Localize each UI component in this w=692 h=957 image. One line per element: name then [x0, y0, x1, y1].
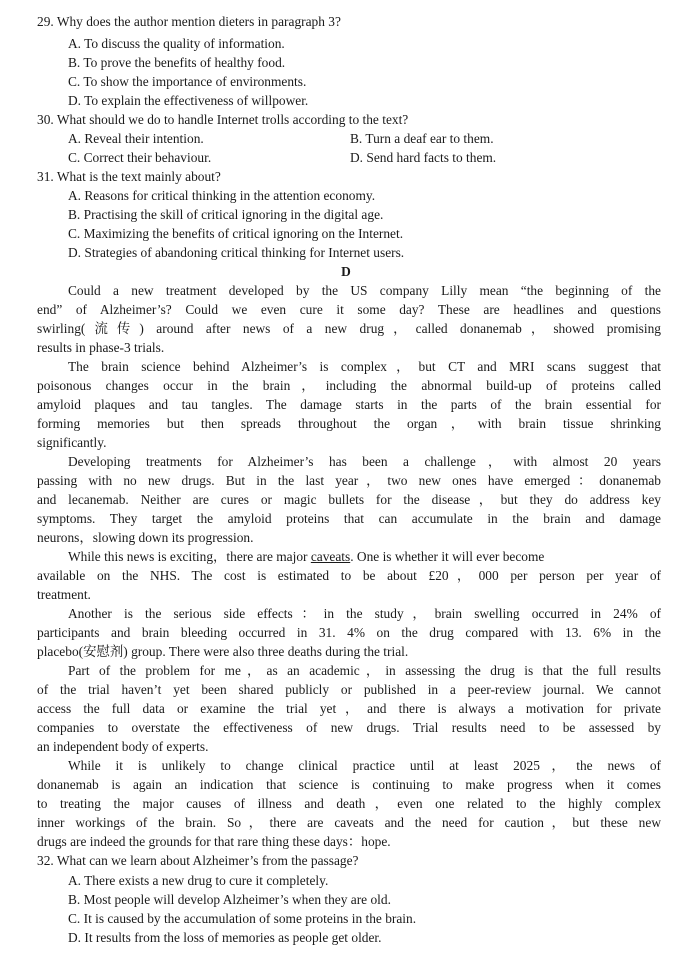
passage-line: amyloid plaques and tau tangles. The damage starts in the parts of the brain essential for: [37, 397, 661, 412]
passage-line: available on the NHS. The cost is estimated to be about £20，000 per person per year of: [37, 568, 661, 583]
q31-option-d: D. Strategies of abandoning critical thinking for Internet users.: [68, 245, 405, 260]
passage-line: donanemab is again an indication that science is continuing to make progress when it comes: [37, 777, 661, 792]
passage-line: to treating the major causes of illness and death，even one related to the highly complex: [37, 796, 661, 811]
passage-line: passing with no new drugs. But in the last year，two new ones have emerged：donanemab: [37, 473, 661, 488]
q32-option-b: B. Most people will develop Alzheimer’s when they are old.: [68, 892, 391, 907]
passage-line: participants and brain bleeding occurred in 31. 4% on the drug compared with 13. 6% in the: [37, 625, 661, 640]
caveats-underlined-word: caveats: [310, 549, 351, 564]
passage-line: drugs are indeed the grounds for that rare thing these days：hope.: [37, 834, 391, 849]
passage-text: While this news is exciting，there are major: [68, 549, 311, 564]
section-label: D: [341, 264, 351, 279]
q30-option-d: D. Send hard facts to them.: [350, 150, 497, 165]
q32-option-c: C. It is caused by the accumulation of some proteins in the brain.: [68, 911, 417, 926]
q31-option-b: B. Practising the skill of critical ignoring in the digital age.: [68, 207, 384, 222]
q30-option-c: C. Correct their behaviour.: [68, 150, 212, 165]
q29-option-d: D. To explain the effectiveness of willpower.: [68, 93, 309, 108]
passage-line: access the full data or examine the trial yet，and there is always a motivation for private: [37, 701, 661, 716]
q29-option-b: B. To prove the benefits of healthy food.: [68, 55, 286, 70]
q31-option-a: A. Reasons for critical thinking in the attention economy.: [68, 188, 376, 203]
passage-line: neurons，slowing down its progression.: [37, 530, 254, 545]
passage-line: companies to overstate the effectiveness of new drugs. Trial results need to be assessed by: [37, 720, 661, 735]
passage-line: forming memories but then spreads throughout the organ，with brain tissue shrinking: [37, 416, 661, 431]
passage-line: swirling(流传) around after news of a new drug，called donanemab，showed promising: [37, 321, 661, 336]
q29-option-a: A. To discuss the quality of information.: [68, 36, 285, 51]
passage-line: end” of Alzheimer’s? Could we even cure it some day? These are headlines and questions: [37, 302, 661, 317]
passage-line: symptoms. They target the amyloid proteins that can accumulate in the brain and damage: [37, 511, 661, 526]
passage-line: significantly.: [37, 435, 107, 450]
passage-line: Another is the serious side effects：in the study，brain swelling occurred in 24% of: [68, 606, 661, 621]
q29-stem: 29. Why does the author mention dieters in paragraph 3?: [37, 14, 341, 29]
passage-line: an independent body of experts.: [37, 739, 209, 754]
passage-line: of the trial haven’t yet been shared publicly or published in a peer-review journal. We cannot: [37, 682, 661, 697]
passage-line: and lecanemab. Neither are cures or magic bullets for the disease，but they do address key: [37, 492, 661, 507]
passage-text: . One is whether it will ever become: [350, 549, 545, 564]
q29-option-c: C. To show the importance of environments.: [68, 74, 307, 89]
q31-stem: 31. What is the text mainly about?: [37, 169, 221, 184]
q32-option-d: D. It results from the loss of memories as people get older.: [68, 930, 382, 945]
passage-line: [68, 547, 544, 566]
passage-line: poisonous changes occur in the brain，including the abnormal build-up of proteins called: [37, 378, 661, 393]
passage-line: Part of the problem for me，as an academic，in assessing the drug is that the full results: [68, 663, 661, 678]
q30-option-a: A. Reveal their intention.: [68, 131, 204, 146]
q30-option-b: B. Turn a deaf ear to them.: [350, 131, 494, 146]
passage-line: The brain science behind Alzheimer’s is complex，but CT and MRI scans suggest that: [68, 359, 661, 374]
passage-line: treatment.: [37, 587, 91, 602]
passage-line: While it is unlikely to change clinical practice until at least 2025，the news of: [68, 758, 661, 773]
passage-line: results in phase-3 trials.: [37, 340, 165, 355]
passage-line: Developing treatments for Alzheimer’s has been a challenge，with almost 20 years: [68, 454, 661, 469]
passage-line: inner workings of the brain. So，there are caveats and the need for caution，but these new: [37, 815, 661, 830]
q32-stem: 32. What can we learn about Alzheimer’s from the passage?: [37, 853, 359, 868]
q31-option-c: C. Maximizing the benefits of critical ignoring on the Internet.: [68, 226, 404, 241]
passage-line: placebo(安慰剂) group. There were also three deaths during the trial.: [37, 644, 409, 659]
q30-stem: 30. What should we do to handle Internet trolls according to the text?: [37, 112, 409, 127]
passage-line: Could a new treatment developed by the US company Lilly mean “the beginning of the: [68, 283, 661, 298]
q32-option-a: A. There exists a new drug to cure it completely.: [68, 873, 329, 888]
